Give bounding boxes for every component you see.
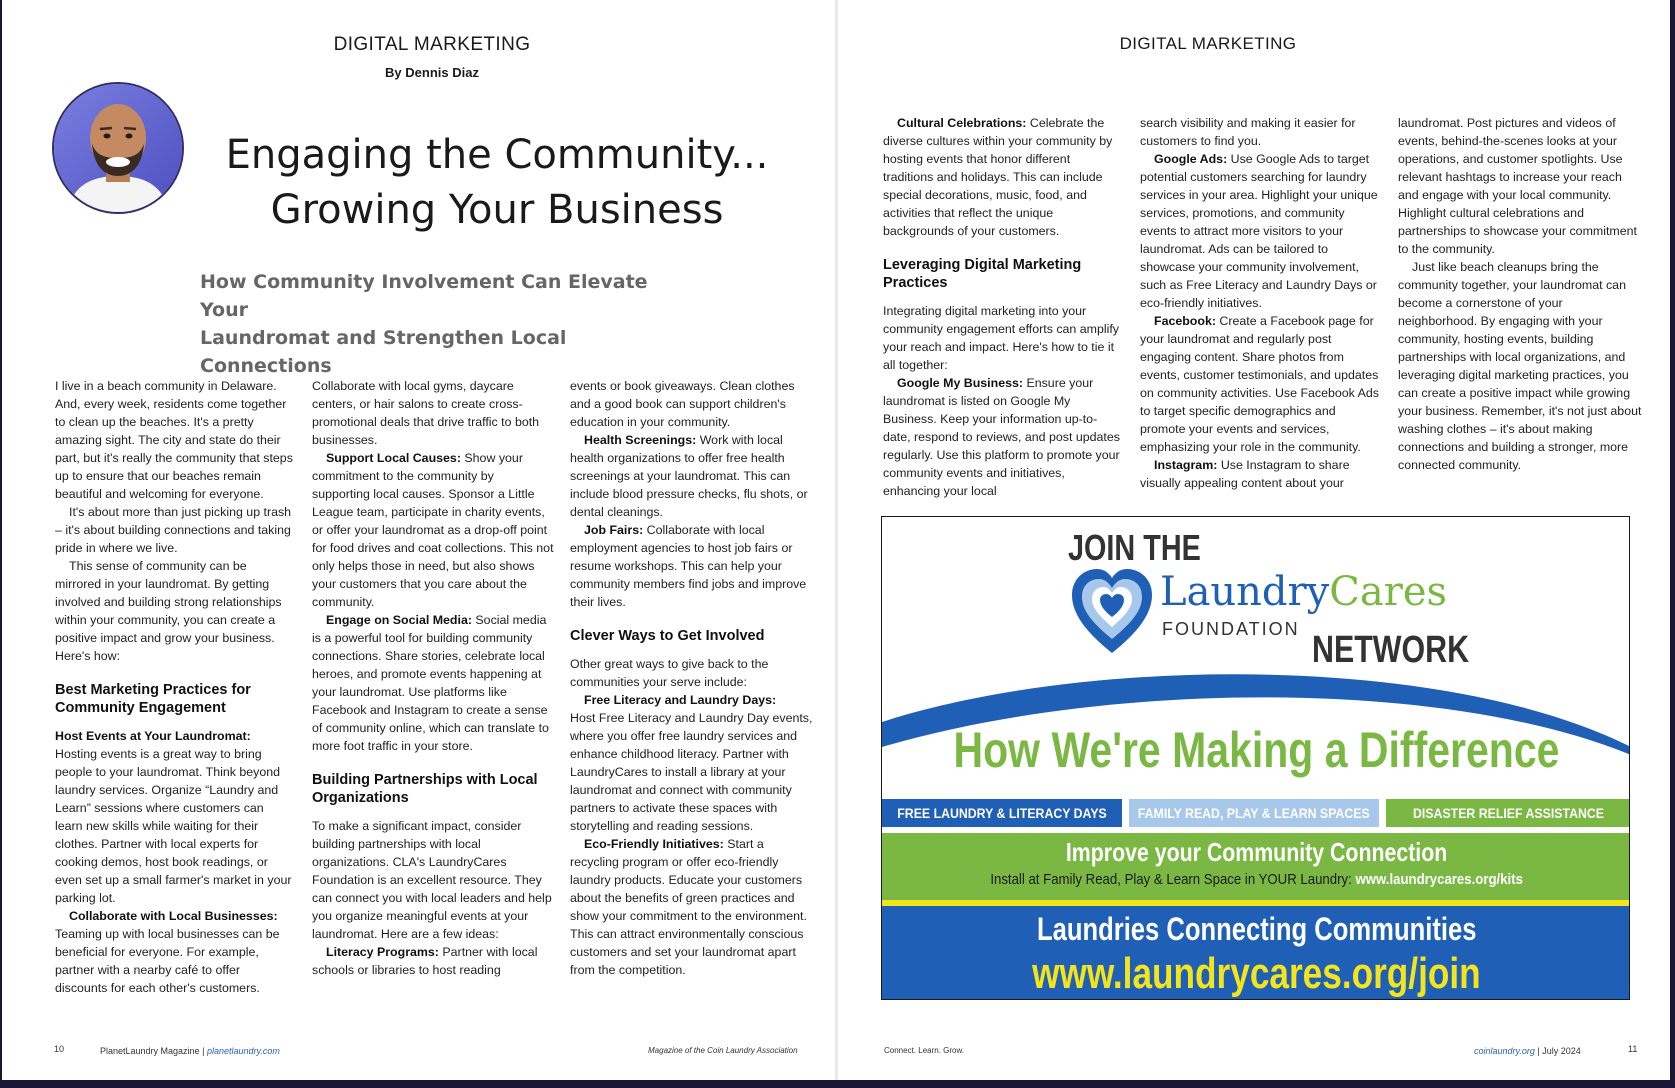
item-text: Start a recycling program or offer eco-friendly laundry products. Educate your customers about the benefits of green practices and show your commitment to the environment. This can attract environmentally conscious customers and set your laundromat apart from the competition. [570,837,807,977]
ad-brand-laundry: Laundry [1160,569,1330,615]
article-subtitle-line2: Laundromat and Strengthen Local Connections [200,327,567,377]
left-column-2 [312,377,554,979]
paragraph: events or book giveaways. Clean clothes and a good book can support children's education in your community. [570,379,795,429]
item-text: Hosting events is a great way to bring people to your laundromat. Think beyond laundry services. Organize “Laundry and Learn” sessions where customers can learn new skills while waiting for their clothes. Partner with local experts for cooking demos, host book readings, or even set up a small farmer's market in your parking lot. [55,747,292,905]
item-text: Use Google Ads to target potential customers searching for laundry services in your area. Highlight your unique services, promotions, and community events to attract more visitors to your laundromat. Ads can be tailored to showcase your community involvement, such as Free Literacy and Laundry Days or eco-friendly initiatives. [1140,152,1378,310]
ad-bar-label: FREE LAUNDRY & LITERACY DAYS [897,805,1107,821]
ad-network-text: NETWORK [1312,629,1470,671]
ad-join-text: JOIN THE [1068,527,1201,568]
subheading-clever-ways: Clever Ways to Get Involved [570,628,765,644]
ad-connecting-text: Laundries Connecting Communities [1036,911,1477,947]
right-column-2 [1140,114,1382,492]
section-heading: DIGITAL MARKETING [333,34,531,55]
heart-logo-icon [1072,569,1152,655]
item-text: Host Free Literacy and Laundry Day events, where you offer free laundry services and enhance childhood literacy. Partner with LaundryCares to install a library at your laundromat and connect with community partners to activate these spaces with storytelling and reading sessions. [570,711,813,833]
paragraph: This sense of community can be mirrored in your laundromat. By getting involved and building strong relationships within your community, you can create a positive impact and grow your business. Here's how: [55,559,282,663]
item-label: Support Local Causes: [326,451,461,465]
item-text: Show your commitment to the community by supporting local causes. Sponsor a Little League team, participate in charity events, or offer your laundromat as a drop-off point for food drives and coat collections. This not only helps those in need, but also shows your customers that you care about the community. [312,451,554,609]
ad-headline [882,721,1630,779]
article-subtitle [200,268,670,380]
paragraph: Integrating digital marketing into your community engagement efforts can amplify your reach and impact. Here's how to tie it all together: [883,304,1119,372]
subheading-partnerships: Building Partnerships with Local Organizations [312,772,538,806]
footer-center: Magazine of the Coin Laundry Association [648,1046,798,1055]
item-text: Celebrate the diverse cultures within your community by hosting events that honor different traditions and holidays. This can include special decorations, music, food, and activities that reflect the unique backgrounds of your customers. [883,116,1113,238]
item-label: Literacy Programs: [326,945,439,959]
closing-paragraph: Just like beach cleanups bring the community together, your laundromat can become a cornerstone of your neighborhood. By engaging with your community, hosting events, building partnerships with local organizations, and leveraging digital marketing practices, you can create a positive impact while growing your business. Remember, it's not just about washing clothes – it's about making connections and building a stronger, more connected community. [1398,260,1642,472]
ad-bar-disaster-relief [1386,799,1630,827]
ad-brand-cares: Cares [1329,569,1448,615]
laundrycares-advertisement[interactable] [881,516,1630,1000]
item-label: Google Ads: [1154,152,1228,166]
item-text: Create a Facebook page for your laundromat and regularly post engaging content. Share photos from events, customer testimonials, and updates on community activities. Use Facebook Ads to target specific demographics and promote your events and services, emphasizing your role in the community. [1140,314,1379,454]
paragraph: search visibility and making it easier for customers to find you. [1140,116,1356,148]
paragraph: Other great ways to give back to the communities your serve include: [570,657,769,689]
item-text: Collaborate with local employment agencies to host job fairs or resume workshops. This can help your community members find jobs and improve their lives. [570,523,807,609]
subheading-leveraging-digital: Leveraging Digital Marketing Practices [883,257,1082,291]
ad-bar-free-laundry [882,799,1122,827]
ad-bar-family-read [1129,799,1379,827]
ad-join-url-text[interactable]: www.laundrycares.org/join [1032,949,1481,998]
article-title-line1: Engaging the Community... [225,132,769,178]
right-column-3 [1398,114,1642,474]
footer-right [1474,1046,1581,1056]
footer-date: July 2024 [1542,1046,1581,1056]
item-text: Work with local health organizations to offer free health screenings at your laundromat. This can include blood pressure checks, flu shots, or dental cleanings. [570,433,808,519]
ad-install-text: Install at Family Read, Play & Learn Space in YOUR Laundry: [990,871,1352,888]
ad-headline-text: How We're Making a Difference [953,722,1560,778]
item-label: Engage on Social Media: [326,613,472,627]
ad-improve-heading [882,837,1630,868]
byline: By Dennis Diaz [385,65,479,80]
footer-magazine: PlanetLaundry Magazine [100,1046,200,1056]
left-page [2,0,836,1080]
item-label: Google My Business: [897,376,1023,390]
item-text: Partner with local schools or libraries to host reading [312,945,538,977]
item-label: Host Events at Your Laundromat: [55,729,251,743]
magazine-spread [2,0,1670,1080]
ad-improve-text: Improve your Community Connection [1065,837,1448,867]
item-label: Job Fairs: [584,523,644,537]
ad-bar-label: FAMILY READ, PLAY & LEARN SPACES [1138,805,1370,821]
item-label: Instagram: [1154,458,1218,472]
ad-connecting-heading [882,911,1630,948]
ad-join-url[interactable] [882,949,1630,999]
article-subtitle-line1: How Community Involvement Can Elevate Your [200,271,648,321]
section-heading: DIGITAL MARKETING [1119,34,1297,53]
left-column-1 [55,377,293,997]
item-label: Eco-Friendly Initiatives: [584,837,724,851]
page-number: 10 [54,1044,65,1054]
page-number: 11 [1628,1044,1638,1054]
right-column-1 [883,114,1123,500]
footer-tagline: Connect. Learn. Grow. [884,1046,965,1055]
item-label: Collaborate with Local Businesses: [69,909,278,923]
ad-kits-link[interactable]: www.laundrycares.org/kits [1355,871,1523,888]
item-label: Health Screenings: [584,433,697,447]
subheading-best-practices: Best Marketing Practices for Community Engagement [55,682,251,716]
item-text: Use Instagram to share visually appealing content about your [1140,458,1350,490]
article-title-line2: Growing Your Business [270,187,724,233]
item-text: Teaming up with local businesses can be beneficial for everyone. For example, partner with a nearby café to offer discounts for each other's customers. [55,927,280,995]
footer-publication [100,1046,280,1056]
item-label: Cultural Celebrations: [897,116,1027,130]
ad-bar-label: DISASTER RELIEF ASSISTANCE [1413,805,1604,821]
item-text: Social media is a powerful tool for building community connections. Share stories, celebrate local heroes, and promote events happening at your laundromat. Use platforms like Facebook and Instagram to create a sense of community online, which can translate to more foot traffic in your store. [312,613,549,753]
paragraph: It's about more than just picking up trash – it's about building connections and taking pride in where we live. [55,505,292,555]
footer-site-link[interactable]: planetlaundry.com [206,1046,280,1056]
ad-install-line [882,871,1630,888]
item-label: Facebook: [1154,314,1216,328]
ad-brand-name [1160,569,1447,615]
footer-separator: | [202,1046,205,1056]
ad-foundation-text: FOUNDATION [1162,619,1300,639]
article-title [192,128,802,238]
left-column-3 [570,377,814,979]
intro-paragraph: I live in a beach community in Delaware. And, every week, residents come together to clean up the beaches. It's a pretty amazing sight. The city and state do their part, but it's really the community that steps up to ensure that our beaches remain beautiful and welcoming for everyone. [55,379,293,501]
footer-separator: | [1537,1046,1540,1056]
footer-site-link[interactable]: coinlaundry.org [1474,1046,1535,1056]
item-text: Ensure your laundromat is listed on Google My Business. Keep your information up-to-date, respond to reviews, and post updates regularly. Use this platform to promote your community events and initiatives, enhancing your local [883,376,1120,498]
paragraph: To make a significant impact, consider building partnerships with local organizations. CLA's LaundryCares Foundation is an excellent resource. They can connect you with local leaders and help you organize meaningful events at your laundromat. Here are a few ideas: [312,819,552,941]
item-label: Free Literacy and Laundry Days: [584,693,777,707]
paragraph: Collaborate with local gyms, daycare centers, or hair salons to create cross-promotional deals that drive traffic to both businesses. [312,379,540,447]
paragraph: laundromat. Post pictures and videos of events, behind-the-scenes looks at your operations, and customer spotlights. Use relevant hashtags to increase your reach and engage with your local community. Highlight cultural celebrations and partnerships to showcase your commitment to the community. [1398,116,1637,256]
author-photo [52,82,184,214]
